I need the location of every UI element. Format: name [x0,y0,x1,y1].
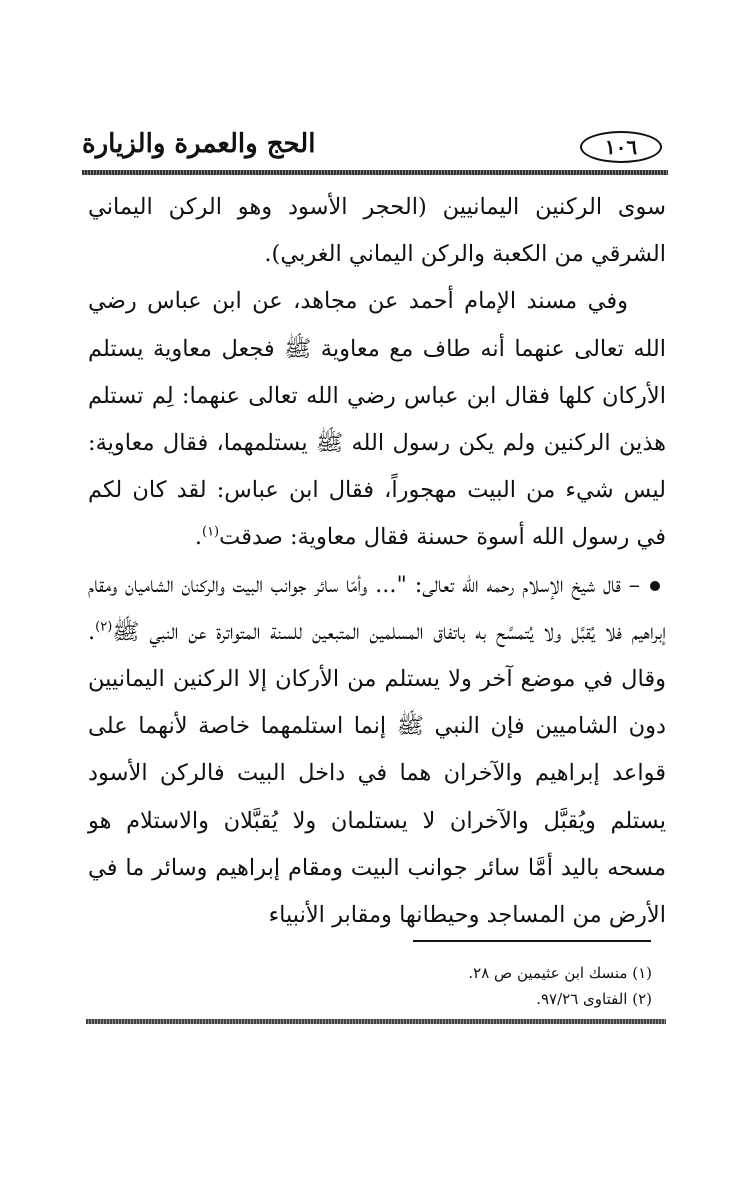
paragraph-end: . [194,524,202,551]
page-number-badge [580,131,662,163]
bullet-icon [650,581,660,591]
footnotes [252,960,652,1012]
paragraph-text: سوى الركنين اليمانيين (الحجر الأسود وهو الركن اليماني الشرقي من الكعبة والركن اليماني الغربي). [88,194,666,268]
footnote-ref-2[interactable]: (٢) [95,619,113,635]
footnote-2: (٢) الفتاوى ٩٧/٢٦. [536,990,652,1008]
paragraph-musnad [88,278,666,561]
header-divider [82,170,668,175]
footnote-ref-1[interactable]: (١) [201,524,220,540]
footnote-divider [413,940,651,942]
paragraph-text-continued: . وقال في موضع آخر ولا يستلم من الأركان إلا الركنين اليمانيين دون الشاميين فإن النبي ﷺ إنما استلمهما خاصة لأنهما على قواعد إبراهيم والآخران هما في داخل البيت فالركن الأسود يستلم ويُقبَّل والآخران لا يستلمان ولا يُقبَّلان والاستلام هو مسحه باليد أمَّا سائر جوانب البيت ومقام إبراهيم وسائر ما في الأرض من المساجد وحيطانها ومقابر الأنبياء [88,618,666,929]
paragraph-text: – قال شيخ الإسلام رحمه الله تعالى: "... وأمّا سائر جوانب البيت والركنان الشاميان ومقام إبراهيم فلا يُقبَّل ولا يُتمسَّح به باتفاق المسلمين المتبعين للسنة المتواترة عن النبي ﷺ [88,571,666,645]
running-title: الحج والعمرة والزيارة [82,129,316,159]
main-text [88,184,666,939]
footnote-1: (١) منسك ابن عثيمين ص ٢٨. [468,964,652,982]
page-number: ١٠٦ [604,135,638,159]
footer-divider [86,1019,666,1024]
paragraph-bullet [88,562,666,940]
paragraph-text: وفي مسند الإمام أحمد عن مجاهد، عن ابن عباس رضي الله تعالى عنهما أنه طاف مع معاوية ﷺ فجعل معاوية يستلم الأركان كلها فقال ابن عباس رضي الله تعالى عنهما: لِم تستلم هذين الركنين ولم يكن رسول الله ﷺ يستلمهما، فقال معاوية: ليس شيء من البيت مهجوراً، فقال ابن عباس: لقد كان لكم في رسول الله أسوة حسنة فقال معاوية: صدقت [88,288,666,551]
page-header [82,127,668,169]
paragraph-continuation [88,184,666,278]
